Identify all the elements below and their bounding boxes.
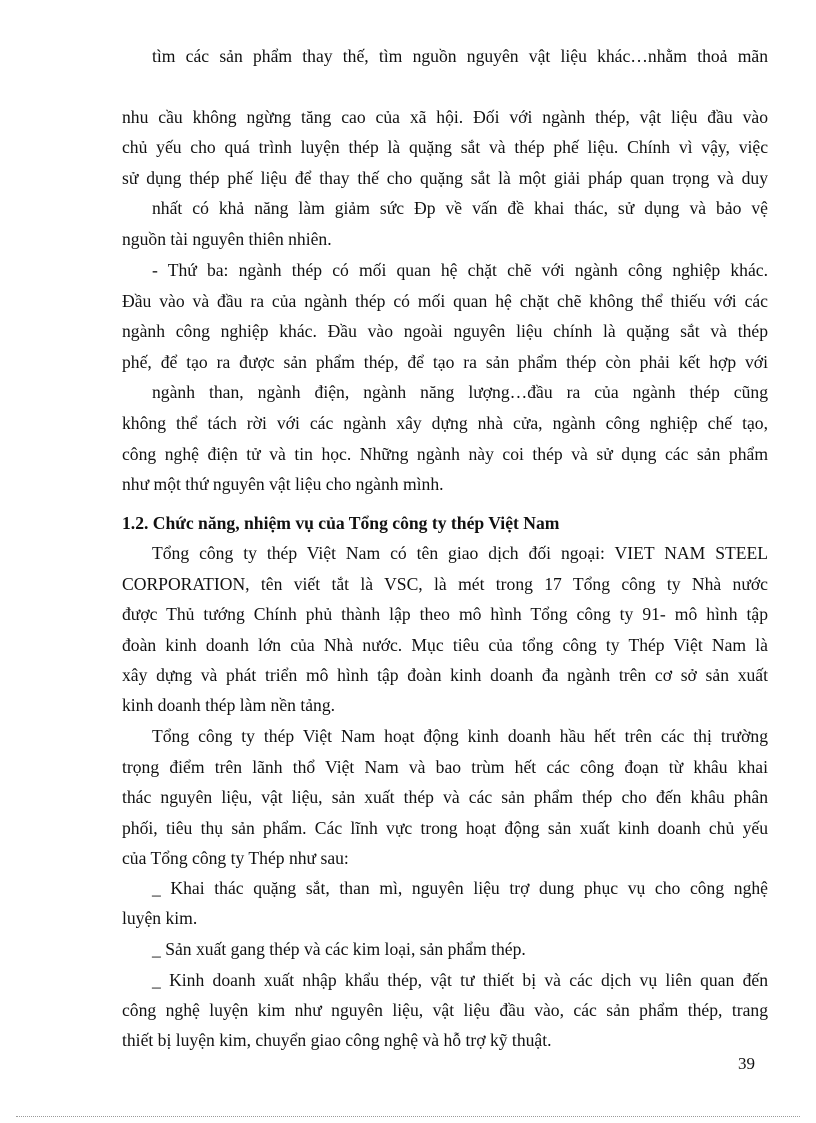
text-line: nhất có khả năng làm giảm sức Đp về vấn đề khai thác, sử dụng và bảo vệ bbox=[152, 198, 768, 218]
text-line: Đầu vào và đầu ra của ngành thép có mối quan hệ chặt chẽ không thể thiếu với các bbox=[122, 291, 768, 311]
text-line: thác nguyên liệu, vật liệu, sản xuất thép và các sản phẩm thép cho đến khâu phân bbox=[122, 787, 768, 807]
text-line: nhu cầu không ngừng tăng cao của xã hội. Đối với ngành thép, vật liệu đầu vào bbox=[122, 107, 768, 127]
text-line: ngành công nghiệp khác. Đầu vào ngoài nguyên liệu chính là quặng sắt và thép bbox=[122, 321, 768, 341]
text-line: công nghệ điện tử và tin học. Những ngành này coi thép và sử dụng các sản phẩm bbox=[122, 444, 768, 464]
list-item: _ Kinh doanh xuất nhập khẩu thép, vật tư thiết bị và các dịch vụ liên quan đến bbox=[152, 970, 768, 990]
section-heading: 1.2. Chức năng, nhiệm vụ của Tổng công ty thép Việt Nam bbox=[122, 513, 560, 533]
text-line: chủ yếu cho quá trình luyện thép là quặng sắt và thép phế liệu. Chính vì vậy, việc bbox=[122, 137, 768, 157]
text-line: phế, để tạo ra được sản phẩm thép, để tạo ra sản phẩm thép còn phải kết hợp với bbox=[122, 352, 768, 372]
text-line: ngành than, ngành điện, ngành năng lượng…đầu ra của ngành thép cũng bbox=[152, 382, 768, 402]
text-line: tìm các sản phẩm thay thế, tìm nguồn nguyên vật liệu khác…nhằm thoả mãn bbox=[152, 46, 768, 66]
page-bottom-divider bbox=[16, 1116, 800, 1117]
text-line: sử dụng thép phế liệu để thay thế cho quặng sắt là một giải pháp quan trọng và duy bbox=[122, 168, 768, 188]
text-line: Tổng công ty thép Việt Nam có tên giao dịch đối ngoại: VIET NAM STEEL bbox=[152, 543, 768, 563]
text-line: - Thứ ba: ngành thép có mối quan hệ chặt chẽ với ngành công nghiệp khác. bbox=[152, 260, 768, 280]
text-line: như một thứ nguyên vật liệu cho ngành mình. bbox=[122, 474, 444, 494]
text-line: không thể tách rời với các ngành xây dựng nhà cửa, ngành công nghiệp chế tạo, bbox=[122, 413, 768, 433]
text-line: công nghệ luyện kim như nguyên liệu, vật liệu đầu vào, các sản phẩm thép, trang bbox=[122, 1000, 768, 1020]
text-line: của Tổng công ty Thép như sau: bbox=[122, 848, 349, 868]
text-line: trọng điểm trên lãnh thổ Việt Nam và bao trùm hết các công đoạn từ khâu khai bbox=[122, 757, 768, 777]
text-line: CORPORATION, tên viết tắt là VSC, là mét trong 17 Tổng công ty Nhà nước bbox=[122, 574, 768, 594]
text-line: được Thủ tướng Chính phủ thành lập theo mô hình Tổng công ty 91- mô hình tập bbox=[122, 604, 768, 624]
text-line: phối, tiêu thụ sản phẩm. Các lĩnh vực trong hoạt động sản xuất kinh doanh chủ yếu bbox=[122, 818, 768, 838]
page-number: 39 bbox=[738, 1054, 755, 1073]
text-line: nguồn tài nguyên thiên nhiên. bbox=[122, 229, 332, 249]
list-item: _ Sản xuất gang thép và các kim loại, sản phẩm thép. bbox=[152, 939, 526, 959]
text-line: kinh doanh thép làm nền tảng. bbox=[122, 695, 336, 715]
text-line: Tổng công ty thép Việt Nam hoạt động kinh doanh hầu hết trên các thị trường bbox=[152, 726, 768, 746]
list-item: _ Khai thác quặng sắt, than mì, nguyên liệu trợ dung phục vụ cho công nghệ bbox=[152, 878, 768, 898]
text-line: luyện kim. bbox=[122, 908, 198, 928]
text-line: thiết bị luyện kim, chuyển giao công nghệ và hỗ trợ kỹ thuật. bbox=[122, 1030, 552, 1050]
text-line: đoàn kinh doanh lớn của Nhà nước. Mục tiêu của tổng công ty Thép Việt Nam là bbox=[122, 635, 768, 655]
text-line: xây dựng và phát triển mô hình tập đoàn kinh doanh đa ngành trên cơ sở sản xuất bbox=[122, 665, 768, 685]
